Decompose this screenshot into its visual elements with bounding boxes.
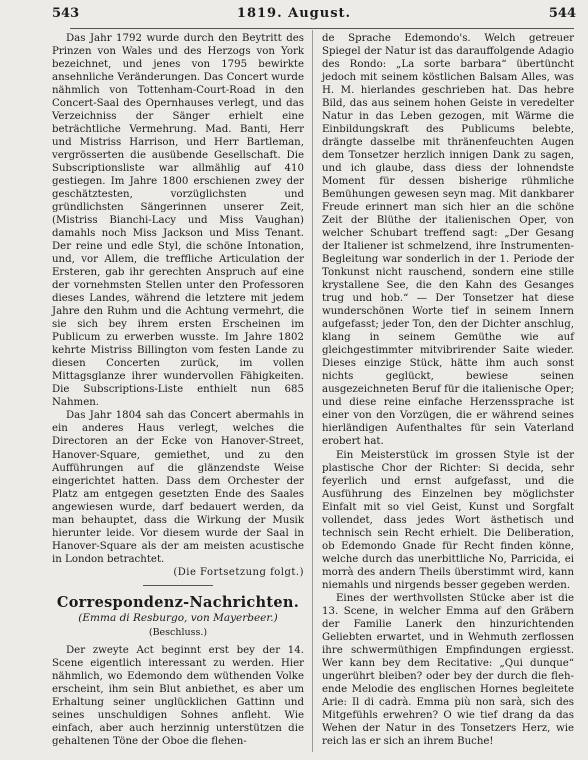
conclusion-label: (Beschluss.) xyxy=(148,626,208,638)
paragraph-concert-1792: Das Jahr 1792 wurde durch den Beytritt des Prinzen von Wales und des Herzogs von York bezeichnet, und jenes von 1795 bewirkte ansehnliche Veränderungen. Das Concert wurde nähmlich von Tottenham-Court-Road in den Concert-Saal des Opernhauses verlegt, und das Verzeichniss der Sänger erhielt eine beträchtliche Vermehrung. Mad. Banti, Herr und Mistriss Harrison, und Herr Bartleman, vergrösserten die ausübende Gesellschaft. Die Subscriptionsliste war allmählig auf 410 gestiegen. Im Jahre 1800 erschienen zwey der geschätztesten, vorzüglichsten und gründlichsten Sängerinnen unserer Zeit, (Mistriss Bianchi-Lacy und Miss Vaughan) damahls noch Miss Jackson und Miss Tenant. Der reine und edle Styl, die schöne Intonation, und, vor Allem, die treffliche Articulation der Ersteren, gab ihr gerechten Anspruch auf eine der vornehmsten Stellen unter den Professoren dieses Landes, während die letztere mit jedem Jahre den Ruhm und die Achtung vermehrt, die sie sich bey ihrem ersten Erscheinen im Publicum zu erwerben wusste. Im Jahre 1802 kehrte Mistriss Billington vom festen Lande zu diesen Concerten zurück, im vollen Mittagsglanze ihrer wundervollen Fähigkeiten. Die Subscriptions-Liste enthielt nun 685 Nahmen. xyxy=(52,33,304,409)
paragraph-continuation: de Sprache Edemondo's. Welch getreuer Spiegel der Natur ist das darauffolgende Adagio des Rondo: „La sorte barbara“ übertüncht jedoch mit seinem köstlichen Balsam Alles, was H. M. hierlandes geschrieben hat. Das hebre Bild, das aus seinem hohen Geiste in veredelter Natur in das Leben gezogen, mit Wärme die Einbildungskraft des Publicums belebte, drängte dasselbe mit thränenfeuchten Augen dem Tonsetzer herzlich innigen Dank zu sagen, und ich glaube, dass diess der lohnendste Moment für dessen bisherige rühmliche Bemühungen gewesen seyn mag. Mit dankbarer Freude erinnert man sich hier an die schöne Zeit der Blüthe der italienischen Oper, von welcher Schubart treffend sagt: „Der Gesang der Italiener ist schmelzend, ihre Instrumenten-Begleitung war sonderlich in der 1. Periode der Tonkunst nicht rauschend, sondern eine stille krystallene See, die den Kahn des Gesanges trug und hob.“ — Der Tonsetzer hat diese wunderschönen Worte tief in seinem Innern aufgefasst; jeder Ton, den der Dichter anschlug, klang in seinem Gemüthe wie auf gleichgestimmter mitvibrirender Saite wieder. Dieses einzige Stück, hätte ihm auch sonst nichts geglückt, bewiese seinen ausgezeichneten Beruf für die italienische Oper; und diese reine einfache Herzenssprache ist einer von den Vorzügen, die er während seines hierländigen Aufenthaltes für sein Vaterland erobert hat. xyxy=(322,33,574,448)
paragraph-judges-chorus: Ein Meisterstück im grossen Style ist der plastische Chor der Richter: Si decida, sehr feyerlich und ernst aufgefasst, und die Ausführung des Einzelnen bey möglichster Einfalt mit so viel Geist, Kunst und Sorgfalt vollendet, dass jedes Wort ästhetisch und technisch sein Recht erhielt. Die Deliberation, ob Edemondo Gnade für Recht finden könne, welche durch das unerbittliche No, Parricida, ei morrà des andern Theils überstimmt wird, kann niemahls und nirgends besser gegeben werden. xyxy=(322,449,574,591)
left-column xyxy=(52,32,304,748)
continuation-note: (Die Fortsetzung folgt.) xyxy=(173,566,304,578)
paragraph-concert-1804: Das Jahr 1804 sah das Concert abermahls in ein anderes Haus verlegt, welches die Directoren an der Ecke von Hanover-Street, Hanover-Square, gemiethet, und zu den Aufführungen auf die glänzendste Weise eingerichtet hatten. Dass dem Orchester der Platz am entgegen gesetzten Ende des Saales angewiesen wurde, darf bedauert werden, da man behauptet, dass die Wirkung der Musik hierunter leide. Vor diesem wurde der Saal in Hanover-Square als der am meisten acustische in London betrachtet. xyxy=(52,410,304,565)
column-divider xyxy=(312,30,313,752)
section-heading: Correspondenz-Nachrichten. xyxy=(56,593,300,611)
right-column xyxy=(322,32,574,748)
page-header xyxy=(0,6,588,28)
page-number-right: 544 xyxy=(548,6,576,21)
section-divider xyxy=(143,585,213,586)
paragraph-scene-13: Eines der werthvollsten Stücke aber ist die 13. Scene, in welcher Emma auf den Gräbern der Familie Lanerk den hinzurichtenden Geliebten erwartet, und in Wehmuth zerflossen ihre schwermüthigen Empfindungen ergiesst. Wer kann bey dem Recitative: „Qui dunque“ ungerührt bleiben? oder bey der durch die flehende Melodie des englischen Hornes begleitete Arie: Il di cadrà. Emma più non sarà, sich des Mitgefühls erwehren? O wie tief drang da das Wehen der Natur in des Tonsetzers Herz, wie reich las er sich an ihrem Buche! xyxy=(322,592,574,747)
running-title: 1819. August. xyxy=(236,6,352,21)
paragraph-second-act: Der zweyte Act beginnt erst bey der 14. Scene eigentlich interessant zu werden. Hier nähmlich, wo Edemondo dem wüthenden Volke erscheint, ihm sein Blut anbiethet, es aber um Erhaltung seiner unglücklichen Gattinn und seines unschuldigen Sohnes anfleht. Wie einfach, aber auch herzinnig unterstützen die gehaltenen Töne der Oboe die flehen- xyxy=(52,644,304,747)
section-subtitle: (Emma di Resburgo, von Mayerbeer.) xyxy=(78,611,278,624)
page-number-left: 543 xyxy=(52,6,80,21)
header-rule xyxy=(70,28,574,29)
